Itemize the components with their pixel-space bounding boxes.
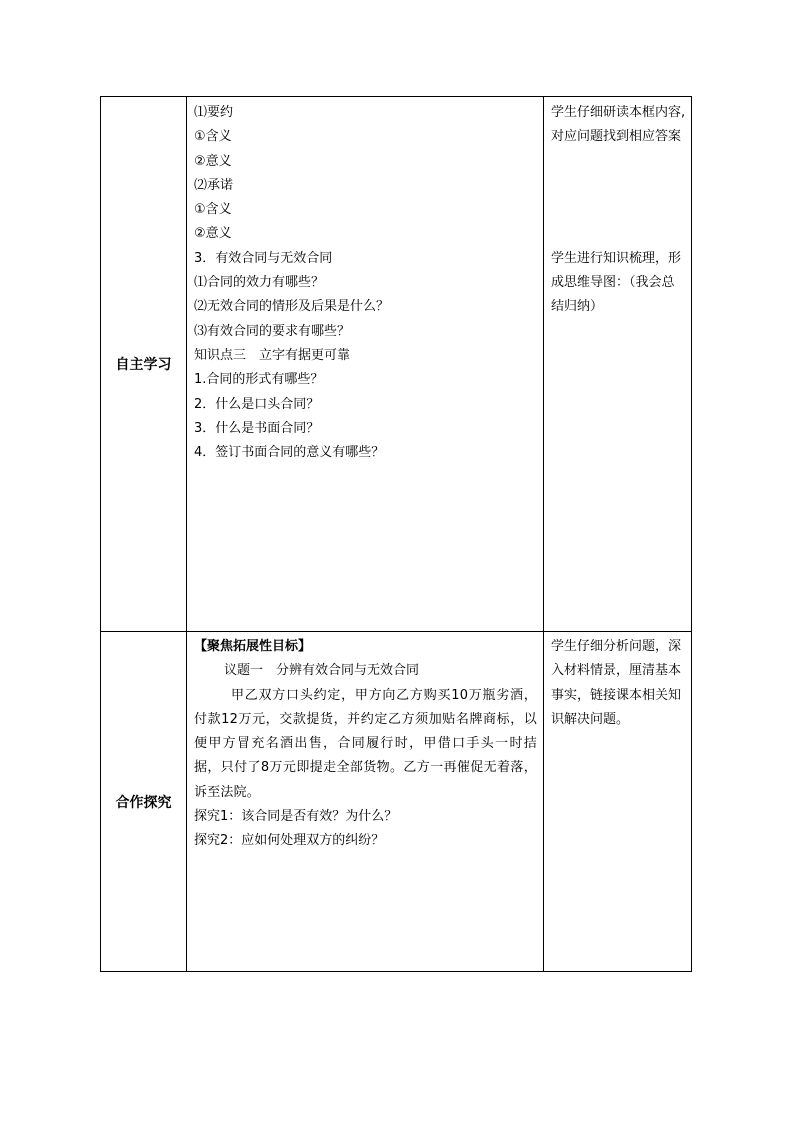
- content-line: ⑵无效合同的情形及后果是什么？: [194, 299, 390, 315]
- side-note: 学生进行知识梳理，形成思维导图：（我会总结归纳）: [551, 250, 682, 315]
- inquiry-question: 探究1：该合同是否有效？为什么？: [194, 809, 398, 825]
- cooperative-side-cell: [544, 632, 692, 972]
- table-row-cooperative-inquiry: [101, 632, 692, 972]
- case-paragraph: 甲乙双方口头约定，甲方向乙方购买10万瓶劣酒，付款12万元，交款提货，并约定乙方须加贴名牌商标，以便甲方冒充名酒出售，合同履行时，甲借口手头一时拮据，只付了8万元即提走全部货物。乙方一再催促无着落，诉至法院。: [194, 687, 537, 800]
- content-line: ①含义: [194, 202, 232, 218]
- inquiry-question: 探究2：应如何处理双方的纠纷？: [194, 833, 385, 849]
- lesson-plan-table: [100, 96, 692, 972]
- self-study-side-cell: [544, 97, 692, 632]
- cooperative-content-cell: [187, 632, 544, 972]
- content-line: 3．有效合同与无效合同: [194, 250, 333, 266]
- content-line: 3．什么是书面合同？: [194, 420, 320, 436]
- section-heading: 【聚焦拓展性目标】: [194, 639, 312, 654]
- content-line: ⑵承诺: [194, 177, 234, 193]
- content-line: 1.合同的形式有哪些？: [194, 372, 324, 388]
- side-note: 学生仔细分析问题，深入材料情景，厘清基本事实，链接课本相关知识解决问题。: [551, 639, 682, 727]
- content-line: ⑴合同的效力有哪些？: [194, 275, 325, 291]
- table-row-self-study: [101, 97, 692, 632]
- content-line: 4．签订书面合同的意义有哪些？: [194, 445, 385, 461]
- self-study-content-cell: [187, 97, 544, 632]
- content-line: ⑶有效合同的要求有哪些？: [194, 323, 351, 339]
- content-line: ②意义: [194, 153, 232, 169]
- content-line: 知识点三 立字有据更可靠: [194, 347, 351, 363]
- content-line: ①含义: [194, 129, 232, 145]
- side-note: 学生仔细研读本框内容,对应问题找到相应答案: [551, 105, 686, 145]
- topic-title: 议题一 分辨有效合同与无效合同: [224, 663, 420, 679]
- row-label-cooperative-inquiry: 合作探究: [101, 632, 187, 972]
- row-label-self-study: 自主学习: [101, 97, 187, 632]
- content-line: ⑴要约: [194, 105, 234, 120]
- content-line: ②意义: [194, 226, 232, 242]
- content-line: 2．什么是口头合同？: [194, 396, 320, 412]
